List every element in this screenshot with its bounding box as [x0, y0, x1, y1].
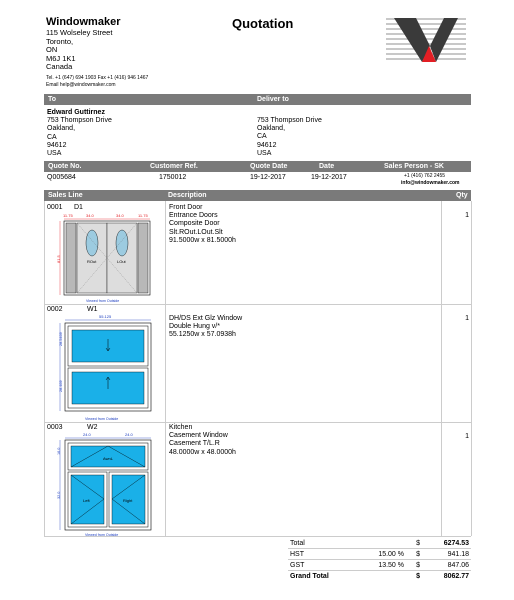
- line-code: W1: [87, 306, 98, 313]
- totals-table: [288, 538, 471, 581]
- company-email: Email help@windowmaker.com: [46, 82, 116, 88]
- address-line: Oakland,: [257, 125, 286, 133]
- sidelight-right: [138, 223, 148, 293]
- drawing-caption: Viewed from Outside: [86, 299, 120, 303]
- dimension-label: 24.0: [83, 432, 91, 437]
- sales-email: info@windowmaker.com: [401, 180, 460, 186]
- panel-label: LOut: [117, 259, 126, 264]
- window-drawing-casement: [55, 430, 157, 538]
- sales-person-header: Sales Person - SK: [384, 163, 444, 170]
- grand-total-label: Grand Total: [290, 572, 329, 580]
- date-value: 19-12-2017: [311, 174, 347, 181]
- table-border-right: [471, 201, 472, 536]
- column-divider: [441, 201, 442, 536]
- description-line: Composite Door: [169, 220, 220, 228]
- description-line: Front Door: [169, 204, 203, 211]
- sales-lines-header-bar: [44, 190, 471, 201]
- company-tel: Tel. +1 (647) 694 1903 Fax +1 (416) 946 1467: [46, 75, 149, 81]
- quote-no-header: Quote No.: [48, 163, 82, 170]
- company-name: Windowmaker: [46, 16, 121, 28]
- qty-header: Qty: [456, 192, 468, 199]
- quote-date-header: Quote Date: [250, 163, 288, 170]
- address-line: Oakland,: [47, 125, 76, 133]
- sales-phone: +1 (416) 762 2455: [404, 173, 446, 179]
- total-row: [288, 538, 471, 549]
- description-line: Kitchen: [169, 424, 193, 431]
- window-drawing-double-hung: [55, 313, 157, 421]
- address-line: USA: [257, 149, 272, 157]
- line-code: W2: [87, 424, 98, 431]
- dimension-label: 11.75: [63, 213, 73, 218]
- line-qty: 1: [465, 433, 469, 440]
- address-line: 94612: [257, 141, 277, 149]
- table-border-left: [44, 201, 45, 536]
- gst-label: GST: [290, 561, 305, 569]
- line-number: 0002: [47, 306, 63, 313]
- total-label: Total: [290, 539, 305, 547]
- column-divider: [165, 201, 166, 536]
- hst-row: [288, 549, 471, 560]
- company-address-line: ON: [46, 45, 58, 55]
- line-qty: 1: [465, 315, 469, 322]
- quote-date-value: 19-12-2017: [250, 174, 286, 181]
- deliver-to-label: Deliver to: [257, 96, 289, 103]
- description-line: 48.0000w x 48.0000h: [169, 448, 236, 456]
- description-line: DH/DS Ext Glz Window: [169, 315, 243, 322]
- dimension-label: 34.0: [116, 213, 124, 218]
- customer-name: Edward Guttirnez: [47, 109, 105, 116]
- dimension-label: 24.0: [125, 432, 133, 437]
- description-line: Casement T/L.R: [169, 440, 220, 448]
- description-line: Casement Window: [169, 432, 228, 440]
- grand-total-value: 8062.77: [443, 572, 469, 580]
- panel-label: Left: [83, 498, 90, 503]
- line-description: [169, 424, 236, 457]
- panel-label: Right: [123, 498, 133, 503]
- sales-line-header: Sales Line: [48, 192, 83, 199]
- currency-symbol: $: [416, 550, 420, 558]
- description-line: 55.1250w x 57.0938h: [169, 331, 236, 339]
- customer-ref-header: Customer Ref.: [150, 163, 198, 170]
- quote-no-value: Q005684: [47, 174, 76, 181]
- deliver-address: [257, 117, 322, 158]
- company-address-line: 115 Wolseley Street: [46, 28, 113, 37]
- hst-label: HST: [290, 550, 304, 558]
- line-description: [169, 204, 236, 245]
- description-line: 91.5000w x 81.5000h: [169, 236, 236, 244]
- to-label: To: [48, 96, 57, 103]
- quote-info-header-bar: [44, 161, 471, 172]
- dimension-label: 28.469: [59, 380, 63, 392]
- dimension-label: 11.75: [138, 213, 148, 218]
- currency-symbol: $: [416, 561, 420, 569]
- dimension-label: 55.125: [99, 314, 112, 319]
- dimension-label: 28.5469: [59, 332, 63, 346]
- door-drawing: [54, 211, 156, 303]
- total-value: 6274.53: [443, 539, 469, 547]
- description-line: Entrance Doors: [169, 212, 218, 220]
- company-address-line: Canada: [46, 62, 73, 72]
- line-description: [169, 315, 242, 340]
- gst-rate: 13.50 %: [378, 561, 404, 569]
- address-line: 753 Thompson Drive: [257, 117, 322, 124]
- customer-ref-value: 1750012: [159, 174, 187, 181]
- row-divider: [44, 422, 471, 423]
- document-title: Quotation: [232, 16, 294, 31]
- drawing-caption: Viewed from Outside: [85, 417, 119, 421]
- currency-symbol: $: [416, 539, 420, 547]
- address-line: 753 Thompson Drive: [47, 117, 112, 125]
- row-divider: [44, 536, 471, 537]
- company-address-line: M6J 1K1: [46, 53, 76, 63]
- address-line: CA: [257, 133, 267, 141]
- dimension-label: 34.0: [86, 213, 94, 218]
- gst-row: [288, 560, 471, 571]
- row-divider: [44, 304, 471, 305]
- address-header-bar: [44, 94, 471, 105]
- line-number: 0001: [47, 204, 63, 211]
- currency-symbol: $: [416, 572, 420, 580]
- panel-label: ROut: [87, 259, 97, 264]
- to-address: [47, 109, 112, 158]
- gst-value: 847.06: [447, 561, 469, 569]
- address-line: USA: [47, 150, 62, 158]
- line-qty: 1: [465, 212, 469, 219]
- line-code: D1: [74, 204, 83, 211]
- date-header: Date: [319, 163, 335, 170]
- address-line: CA: [47, 133, 57, 141]
- hst-value: 941.18: [447, 550, 469, 558]
- description-line: Double Hung v/*: [169, 323, 220, 331]
- company-address-line: Toronto,: [46, 36, 74, 46]
- description-header: Description: [168, 192, 207, 199]
- dimension-label: 81.5: [56, 255, 61, 263]
- hst-rate: 15.00 %: [378, 550, 404, 558]
- drawing-caption: Viewed from Outside: [85, 533, 119, 537]
- address-line: 94612: [47, 141, 67, 149]
- line-number: 0003: [47, 424, 63, 431]
- panel-label: AwnL: [103, 456, 113, 461]
- sidelight-left: [66, 223, 76, 293]
- description-line: Slt.ROut.LOut.Slt: [169, 228, 223, 236]
- company-contact: [46, 75, 148, 89]
- dimension-label: 32.0: [57, 491, 61, 499]
- company-logo: [386, 16, 466, 64]
- dimension-label: 16.0: [57, 447, 61, 455]
- grand-total-row: [288, 571, 471, 582]
- company-address: [46, 29, 112, 72]
